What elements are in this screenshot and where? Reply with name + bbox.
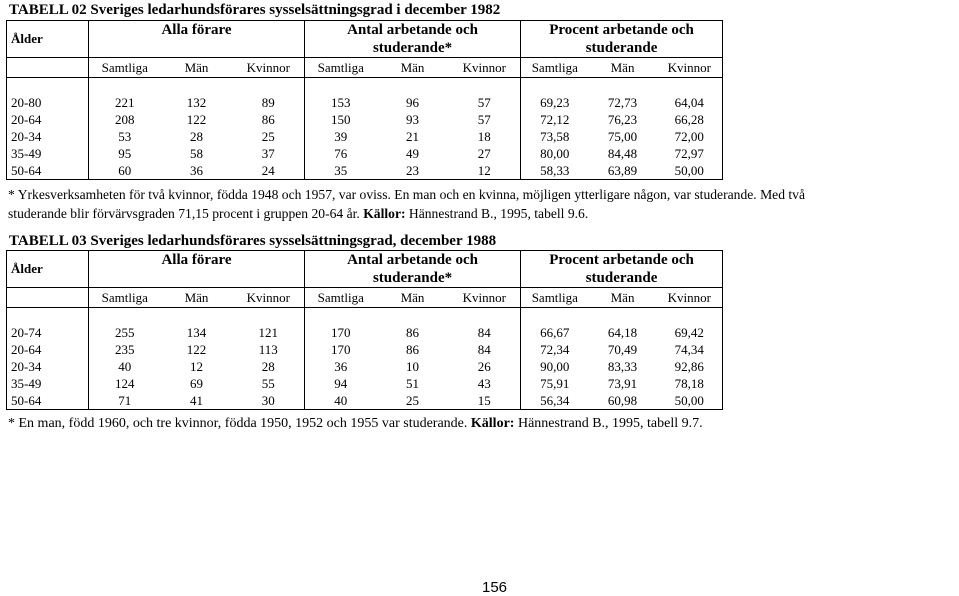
table-row: 20-80 221 132 89 153 96 57 69,23 72,73 64,04 — [7, 94, 723, 111]
footnote-line: * En man, född 1960, och tre kvinnor, födda 1950, 1952 och 1955 var studerande. Källor: Hännestrand B., 1995, tabell 9.7. — [8, 416, 703, 431]
sources-label: Källor: — [470, 416, 515, 431]
age-header: Ålder — [7, 251, 89, 288]
group-header-all: Alla förare — [89, 251, 305, 270]
age-cell: 50-64 — [7, 392, 89, 410]
sub-header: Män — [161, 288, 233, 308]
group-header-percent: Procent arbetande och — [521, 21, 723, 40]
page-number: 156 — [482, 579, 508, 596]
sub-header-row — [7, 288, 723, 308]
group-header-count: Antal arbetande och — [305, 251, 521, 270]
table-03-title: TABELL 03 Sveriges ledarhundsförares sysselsättningsgrad, december 1988 — [9, 233, 497, 249]
table-row: 35-49 95 58 37 76 49 27 80,00 84,48 72,97 — [7, 145, 723, 162]
age-cell: 50-64 — [7, 162, 89, 180]
sub-header: Män — [377, 58, 449, 78]
sub-header: Samtliga — [521, 58, 589, 78]
age-cell: 20-74 — [7, 324, 89, 341]
sources-label: Källor: — [363, 206, 406, 221]
footnote-line: * Yrkesverksamheten för två kvinnor, födda 1948 och 1957, var oviss. En man och en kvinna, möjligen ytterligare någon, var studerande. Med två — [8, 187, 805, 202]
footnote-line: studerande blir förvärvsgraden 71,15 procent i gruppen 20-64 år. Källor: Hännestrand B., 1995, tabell 9.6. — [8, 206, 589, 221]
sub-header: Kvinnor — [657, 58, 723, 78]
sub-header: Samtliga — [89, 288, 161, 308]
table-row: 20-34 53 28 25 39 21 18 73,58 75,00 72,00 — [7, 128, 723, 145]
table-row: 20-64 235 122 113 170 86 84 72,34 70,49 74,34 — [7, 341, 723, 358]
age-cell: 35-49 — [7, 375, 89, 392]
sub-header: Kvinnor — [657, 288, 723, 308]
sub-header-row — [7, 58, 723, 78]
age-cell: 35-49 — [7, 145, 89, 162]
sub-header: Kvinnor — [233, 288, 305, 308]
sub-header: Kvinnor — [449, 58, 521, 78]
sub-header: Samtliga — [89, 58, 161, 78]
age-cell: 20-64 — [7, 111, 89, 128]
sub-header: Samtliga — [305, 288, 377, 308]
age-cell: 20-64 — [7, 341, 89, 358]
age-cell: 20-34 — [7, 128, 89, 145]
table-02: Ålder Alla förare Antal arbetande och Procent arbetande och studerande* studerande Samtliga Män Kvinnor Samtliga Män Kvinnor Samtliga Män Kvinnor 20-80 221 132 89 153 96 57 69,23 72,73 64,04 20-64 208 122 86 150 93 57 72,12 76,23 66,28 20-34 53 28 25 39 21 18 73,58 75,00 72,00 35-49 95 58 37 76 49 27 80,00 84,48 72,97 50-64 60 36 24 35 23 12 58,33 63,89 50,00 — [6, 20, 723, 180]
group-header-percent: Procent arbetande och — [521, 251, 723, 270]
sub-header: Samtliga — [521, 288, 589, 308]
table-03-footnote — [8, 414, 958, 433]
table-row: 20-64 208 122 86 150 93 57 72,12 76,23 66,28 — [7, 111, 723, 128]
age-header: Ålder — [7, 21, 89, 58]
table-row: 20-74 255 134 121 170 86 84 66,67 64,18 69,42 — [7, 324, 723, 341]
age-cell: 20-34 — [7, 358, 89, 375]
sub-header: Samtliga — [305, 58, 377, 78]
table-02-title: TABELL 02 Sveriges ledarhundsförares sysselsättningsgrad i december 1982 — [9, 2, 501, 18]
sub-header: Kvinnor — [449, 288, 521, 308]
table-row: 50-64 60 36 24 35 23 12 58,33 63,89 50,00 — [7, 162, 723, 180]
sub-header: Män — [589, 288, 657, 308]
table-row: 20-34 40 12 28 36 10 26 90,00 83,33 92,86 — [7, 358, 723, 375]
sub-header: Män — [161, 58, 233, 78]
sub-header: Män — [589, 58, 657, 78]
group-header-count: Antal arbetande och — [305, 21, 521, 40]
table-row: 50-64 71 41 30 40 25 15 56,34 60,98 50,00 — [7, 392, 723, 410]
table-03: Ålder Alla förare Antal arbetande och Procent arbetande och studerande* studerande Samtliga Män Kvinnor Samtliga Män Kvinnor Samtliga Män Kvinnor 20-74 255 134 121 170 86 84 66,67 64,18 69,42 20-64 235 122 113 170 86 84 72,34 70,49 74,34 20-34 40 12 28 36 10 26 90,00 83,33 92,86 35-49 124 69 55 94 51 43 75,91 73,91 78,18 50-64 71 41 30 40 25 15 56,34 60,98 50,00 — [6, 250, 723, 410]
age-cell: 20-80 — [7, 94, 89, 111]
group-header-all: Alla förare — [89, 21, 305, 40]
sub-header: Män — [377, 288, 449, 308]
sub-header: Kvinnor — [233, 58, 305, 78]
table-row: 35-49 124 69 55 94 51 43 75,91 73,91 78,18 — [7, 375, 723, 392]
table-02-footnote — [8, 185, 958, 223]
